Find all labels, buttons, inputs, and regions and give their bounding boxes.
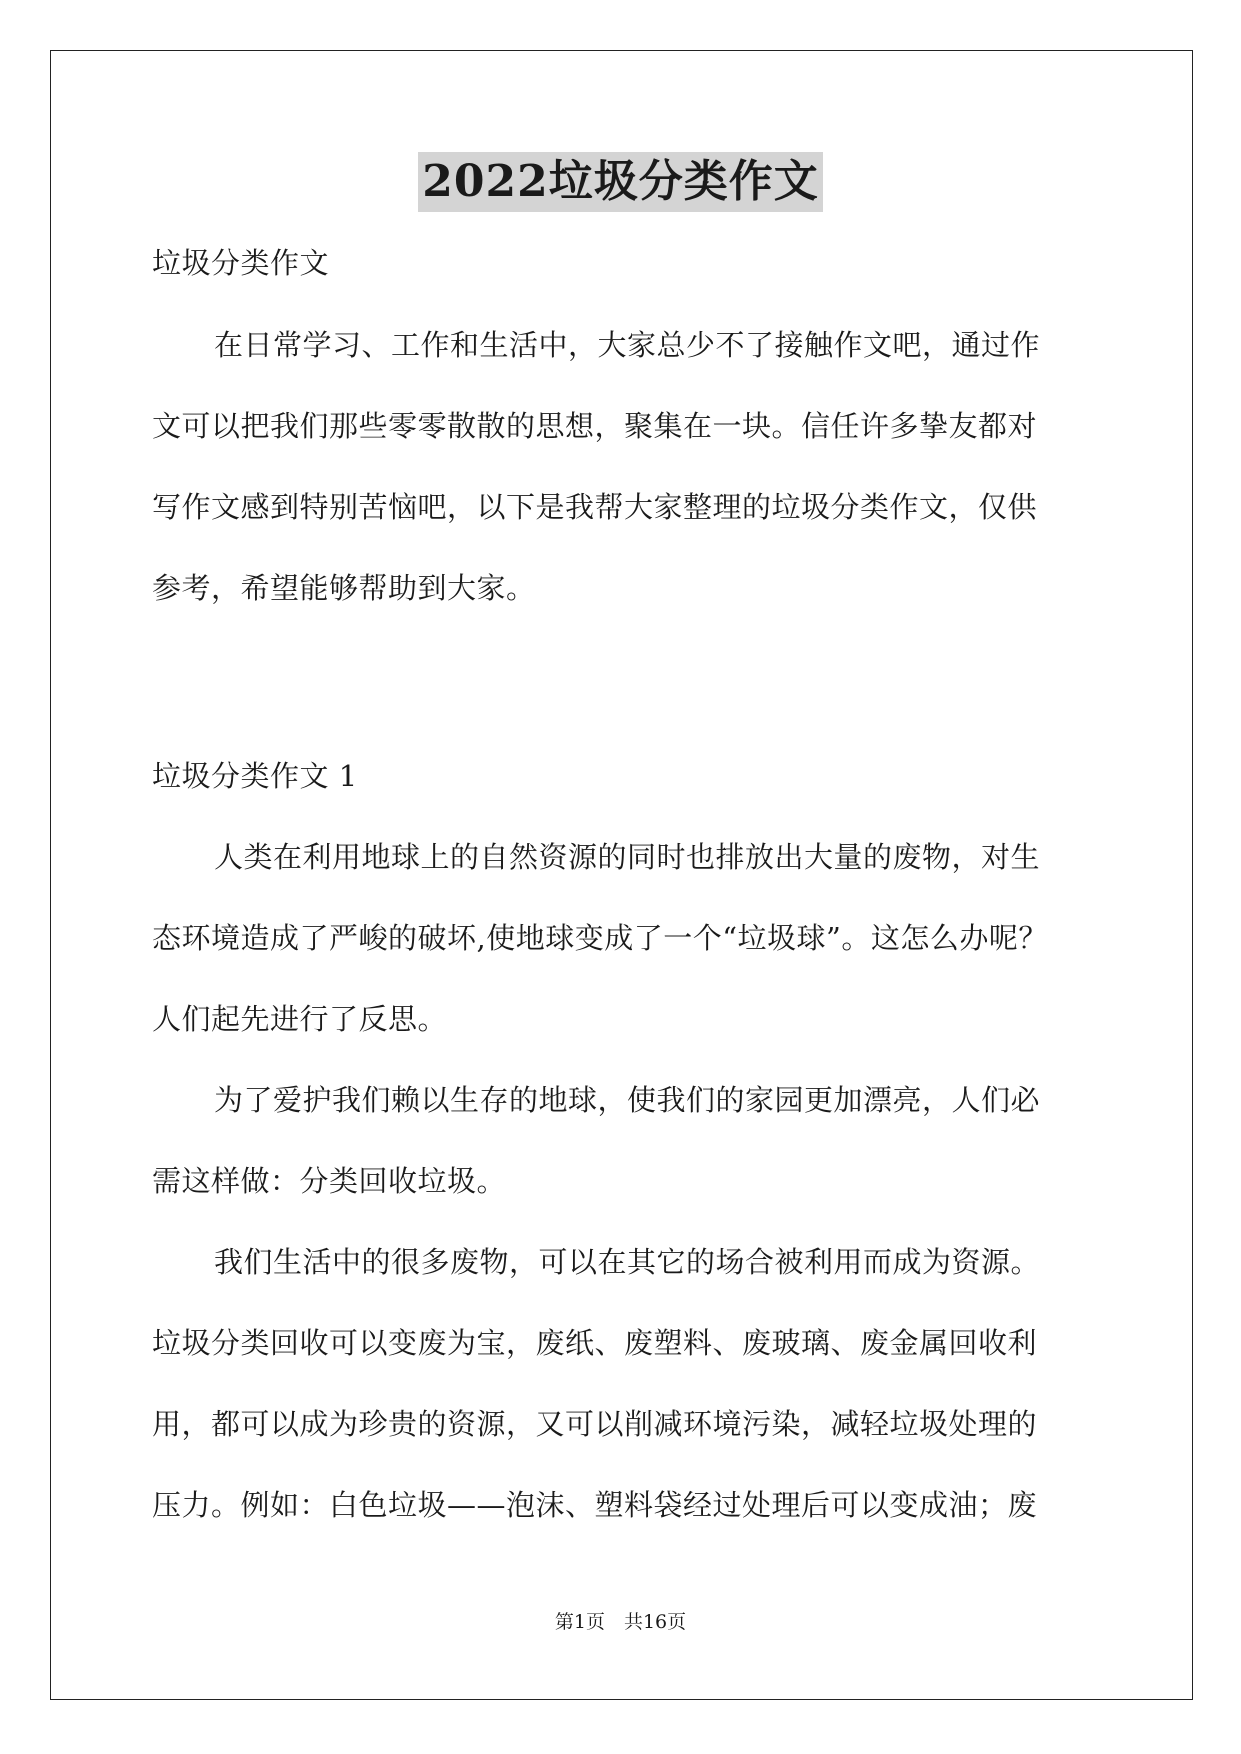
paragraph-line: 垃圾分类回收可以变废为宝，废纸、废塑料、废玻璃、废金属回收利 — [152, 1326, 1038, 1360]
page-number-footer: 第1页 共16页 — [554, 1611, 687, 1633]
paragraph-line: 参考，希望能够帮助到大家。 — [152, 571, 536, 605]
paragraph-line: 态环境造成了严峻的破坏,使地球变成了一个“垃圾球”。这怎么办呢？ — [152, 921, 1048, 955]
paragraph-line: 用，都可以成为珍贵的资源，又可以削减环境污染，减轻垃圾处理的 — [152, 1407, 1038, 1441]
paragraph-line: 在日常学习、工作和生活中，大家总少不了接触作文吧，通过作 — [214, 328, 1041, 362]
document-title: 2022垃圾分类作文 — [418, 152, 822, 212]
paragraph-line: 写作文感到特别苦恼吧，以下是我帮大家整理的垃圾分类作文，仅供 — [152, 490, 1038, 524]
paragraph-line: 人们起先进行了反思。 — [152, 1002, 448, 1036]
paragraph-line: 压力。例如：白色垃圾——泡沫、塑料袋经过处理后可以变成油；废 — [152, 1488, 1038, 1522]
paragraph-line: 人类在利用地球上的自然资源的同时也排放出大量的废物，对生 — [214, 840, 1041, 874]
paragraph-line: 我们生活中的很多废物，可以在其它的场合被利用而成为资源。 — [214, 1245, 1041, 1279]
section-heading: 垃圾分类作文 — [152, 246, 330, 280]
paragraph-line: 为了爱护我们赖以生存的地球，使我们的家园更加漂亮，人们必 — [214, 1083, 1041, 1117]
paragraph-line: 需这样做：分类回收垃圾。 — [152, 1164, 507, 1198]
section-heading: 垃圾分类作文 1 — [152, 759, 358, 793]
paragraph-line: 文可以把我们那些零零散散的思想，聚集在一块。信任许多挚友都对 — [152, 409, 1038, 443]
